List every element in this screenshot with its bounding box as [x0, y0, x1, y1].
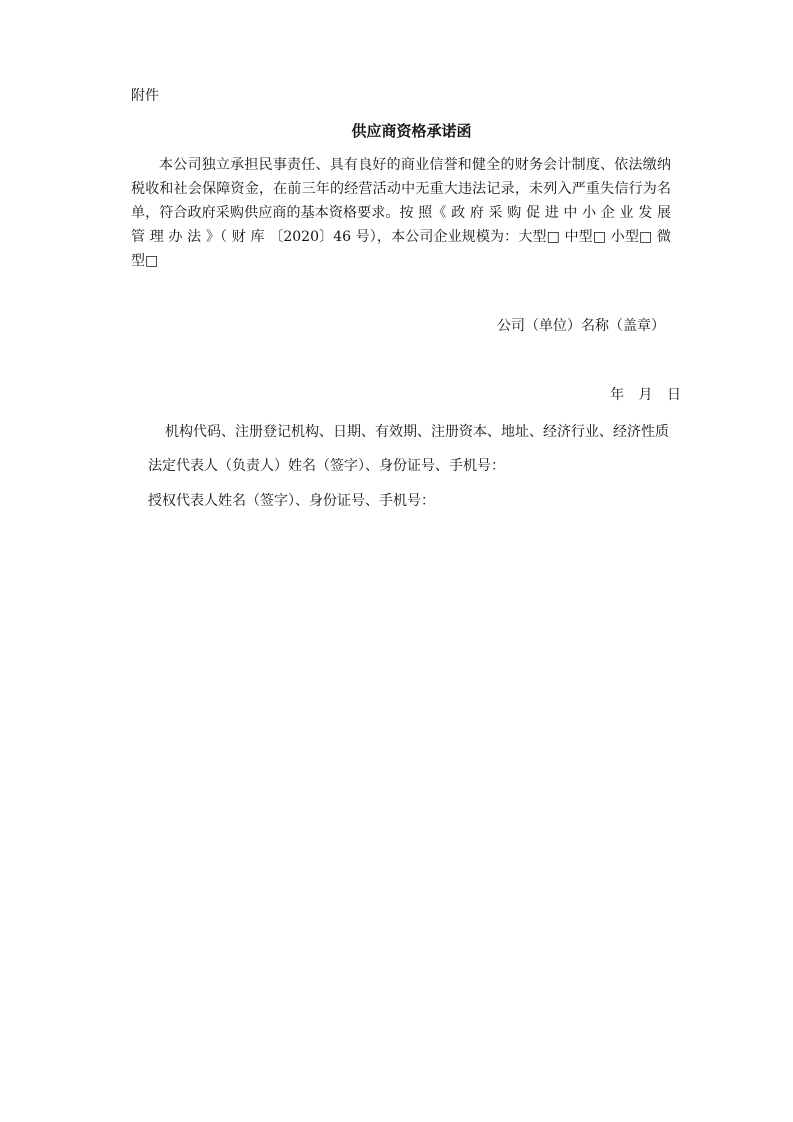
date-line: 年 月 日 — [610, 387, 683, 403]
legal-rep-line: 法定代表人（负责人）姓名（签字）、身份证号、手机号： — [148, 458, 505, 474]
attachment-label: 附件 — [131, 88, 159, 104]
document-title: 供应商资格承诺函 — [351, 122, 472, 140]
commitment-paragraph: 本公司独立承担民事责任、具有良好的商业信誉和健全的财务会计制度、依法缴纳税收和社会保障资金，在前三年的经营活动中无重大违法记录，未列入严重失信行为名单，符合政府采购供应商的基本资格要求。按 照《 政 府 采 购 促 进 中 小 企 业 发 展 管 理 办 法 》（ 财 库 〔2020〕46 号），本公司企业规模为：大型□ 中型□ 小型□ 微 型□ — [131, 157, 671, 269]
org-info-line: 机构代码、注册登记机构、日期、有效期、注册资本、地址、经济行业、经济性质 — [165, 424, 669, 440]
authorized-rep-line: 授权代表人姓名（签字）、身份证号、手机号： — [148, 493, 435, 509]
company-seal-line: 公司（单位）名称（盖章） — [497, 318, 665, 334]
